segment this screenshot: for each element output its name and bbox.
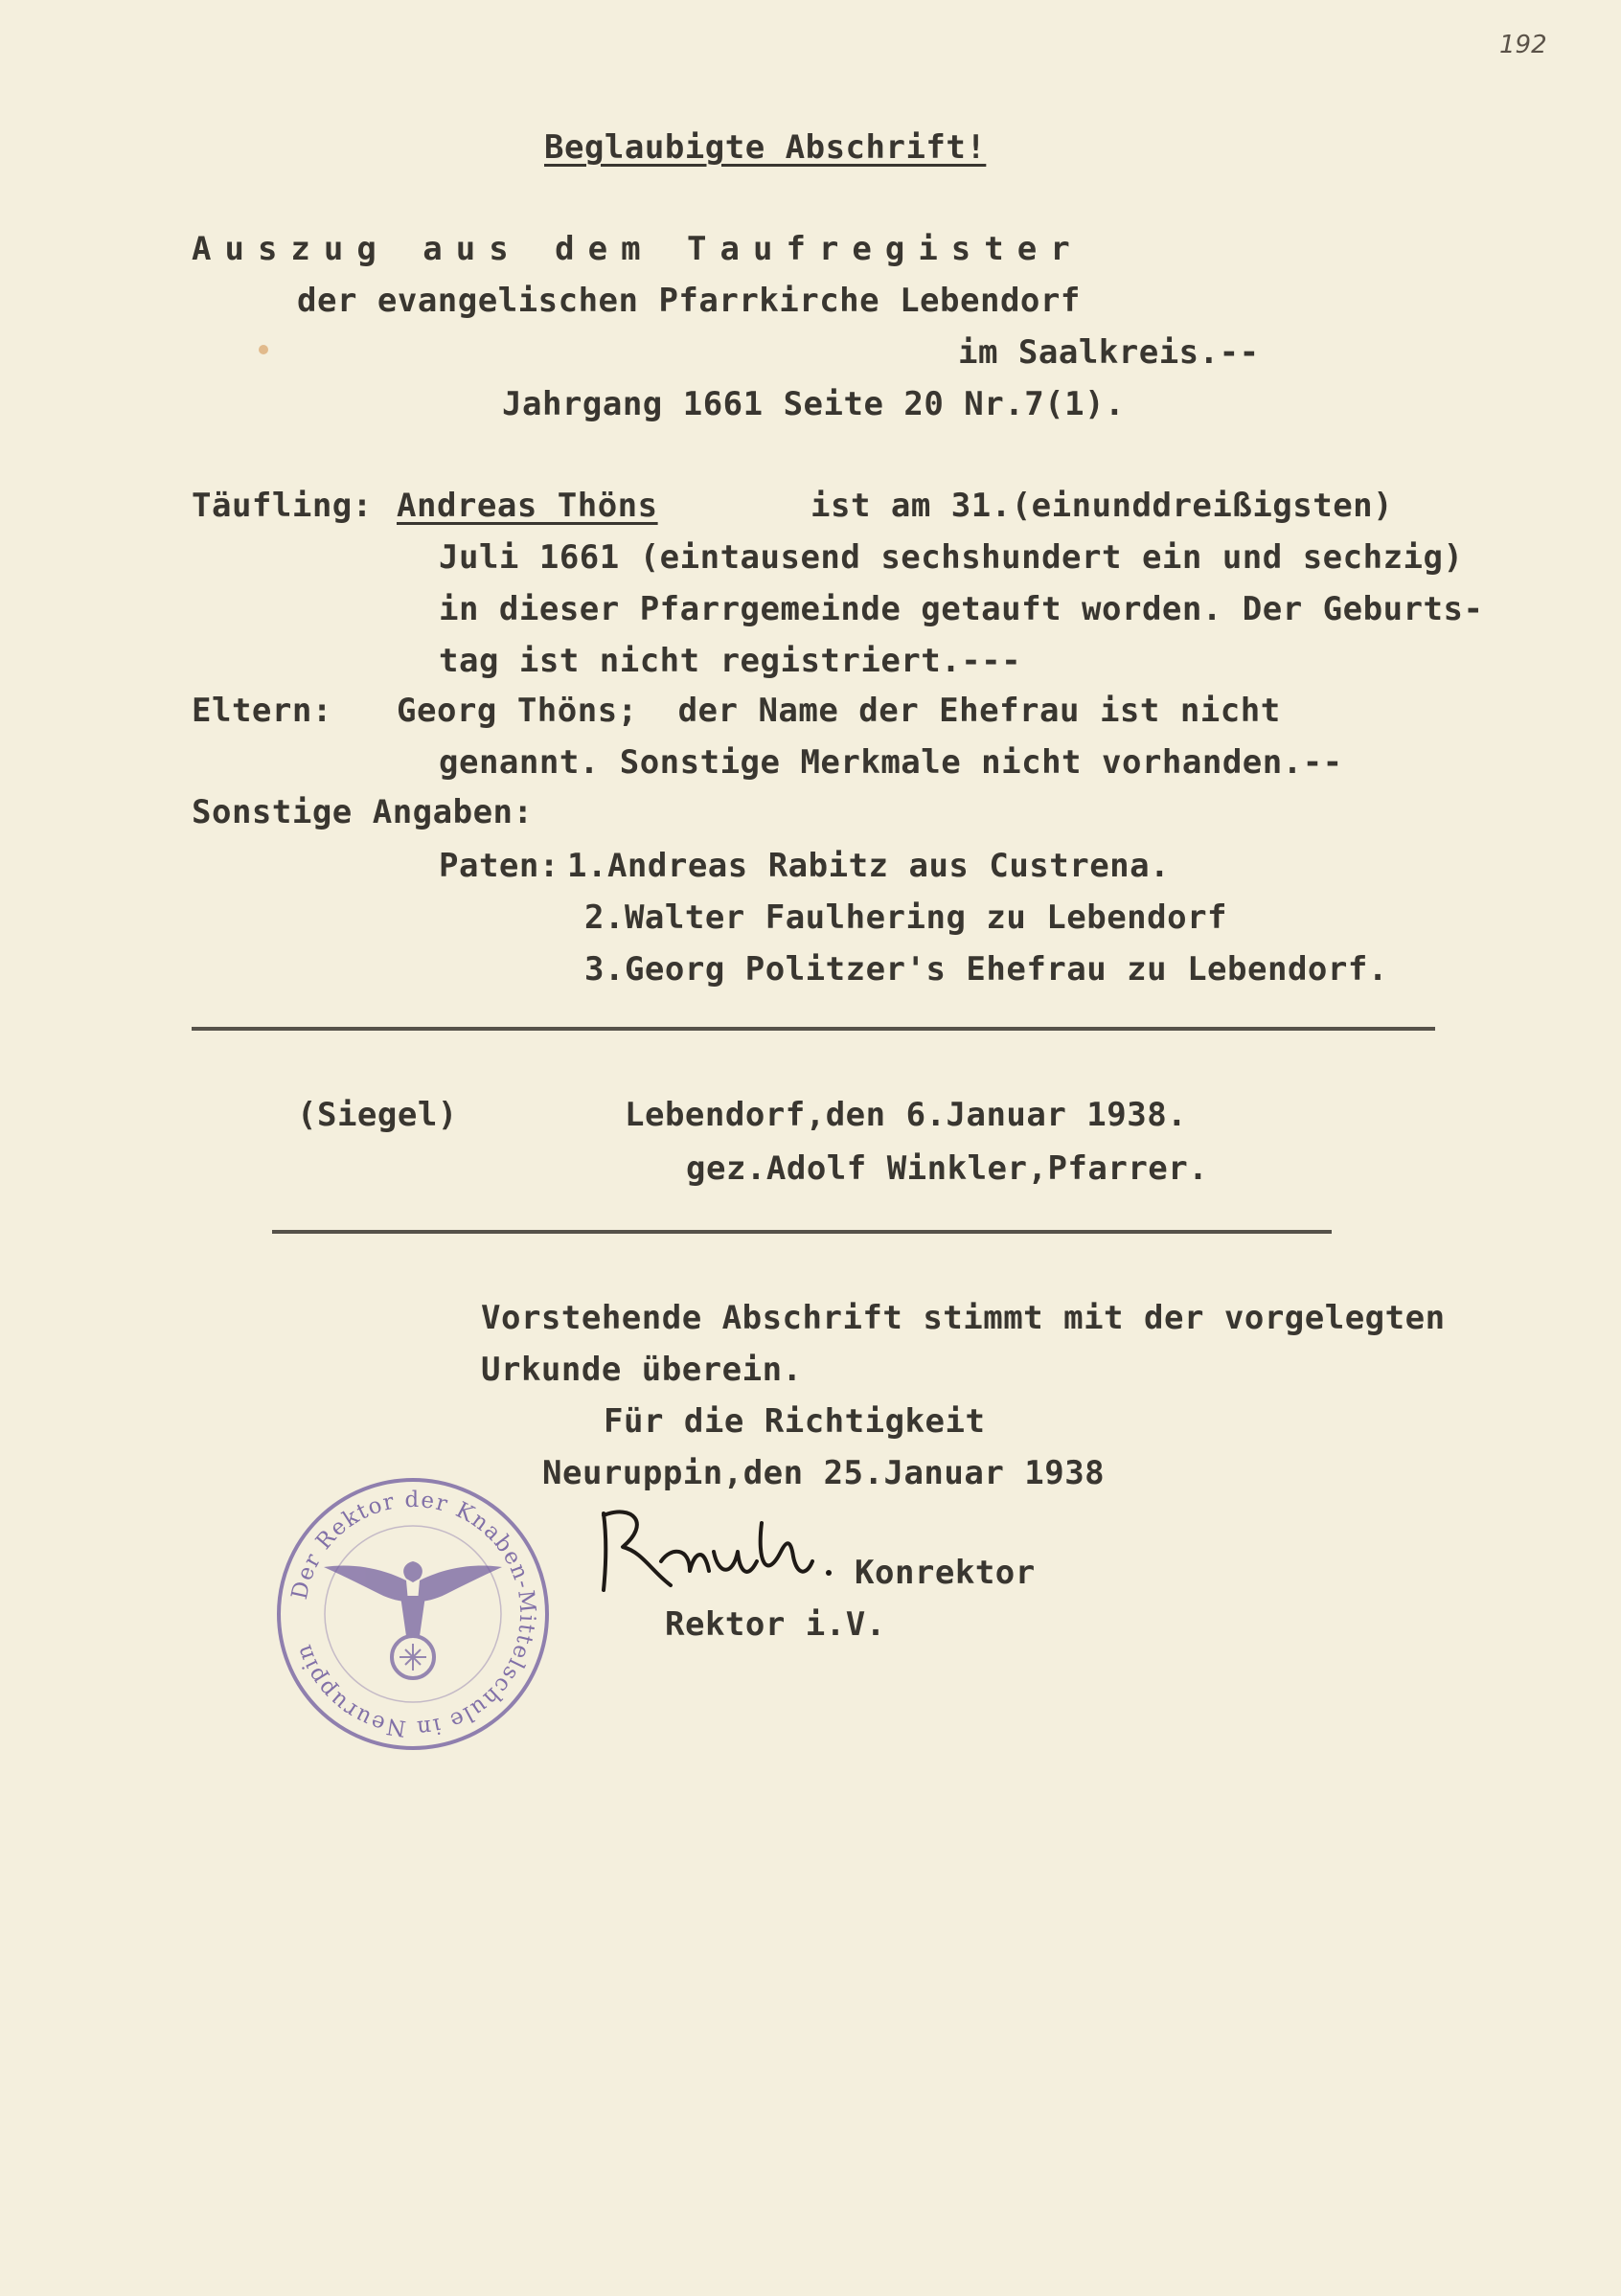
- certification-line-2: Urkunde überein.: [481, 1351, 803, 1389]
- paper-stain: [259, 345, 268, 354]
- eagle-emblem-icon: [324, 1561, 502, 1678]
- godparent-2: 2.Walter Faulhering zu Lebendorf: [584, 898, 1228, 937]
- seal-note: (Siegel): [297, 1096, 458, 1134]
- parents-line-1: Georg Thöns; der Name der Ehefrau ist nicht: [397, 692, 1281, 730]
- godparent-3: 3.Georg Politzer's Ehefrau zu Lebendorf.: [584, 950, 1388, 989]
- baptism-line-4: tag ist nicht registriert.---: [439, 642, 1022, 680]
- divider-2: [272, 1230, 1332, 1234]
- archive-number: 192: [1499, 31, 1547, 59]
- signatory-role: Rektor i.V.: [665, 1605, 886, 1644]
- other-label: Sonstige Angaben:: [192, 793, 534, 831]
- certification-line-3: Für die Richtigkeit: [604, 1402, 986, 1441]
- place-date: Lebendorf,den 6.Januar 1938.: [625, 1096, 1188, 1134]
- baptism-line-3: in dieser Pfarrgemeinde getauft worden. Der Geburts-: [439, 590, 1484, 628]
- baptism-label: Täufling:: [192, 487, 373, 525]
- divider-1: [192, 1027, 1435, 1031]
- baptism-line-1: ist am 31.(einunddreißigsten): [810, 487, 1394, 525]
- godparents-label: Paten:: [439, 847, 559, 885]
- parents-label: Eltern:: [192, 692, 332, 730]
- baptism-name: Andreas Thöns: [397, 487, 658, 525]
- title-line-3: im Saalkreis.--: [958, 333, 1260, 372]
- godparent-1: 1.Andreas Rabitz aus Custrena.: [567, 847, 1171, 885]
- signed-by: gez.Adolf Winkler,Pfarrer.: [686, 1149, 1209, 1188]
- official-stamp: [274, 1475, 552, 1753]
- certification-line-4: Neuruppin,den 25.Januar 1938: [542, 1454, 1106, 1492]
- title-line-4: Jahrgang 1661 Seite 20 Nr.7(1).: [502, 385, 1126, 423]
- heading: Beglaubigte Abschrift!: [544, 128, 987, 167]
- signature: [594, 1494, 843, 1600]
- baptism-line-2: Juli 1661 (eintausend sechshundert ein und sechzig): [439, 538, 1464, 577]
- certification-line-1: Vorstehende Abschrift stimmt mit der vorgelegten: [481, 1299, 1446, 1337]
- title-line-2: der evangelischen Pfarrkirche Lebendorf: [297, 282, 1081, 320]
- signatory-title: Konrektor: [855, 1554, 1036, 1592]
- parents-line-2: genannt. Sonstige Merkmale nicht vorhanden.--: [439, 743, 1343, 782]
- svg-text:Der Rektor der Knaben-Mittelsc: Der Rektor der Knaben-Mittelschule in Neuruppin: [286, 1487, 540, 1741]
- title-line-1: Auszug aus dem Taufregister: [192, 230, 1084, 268]
